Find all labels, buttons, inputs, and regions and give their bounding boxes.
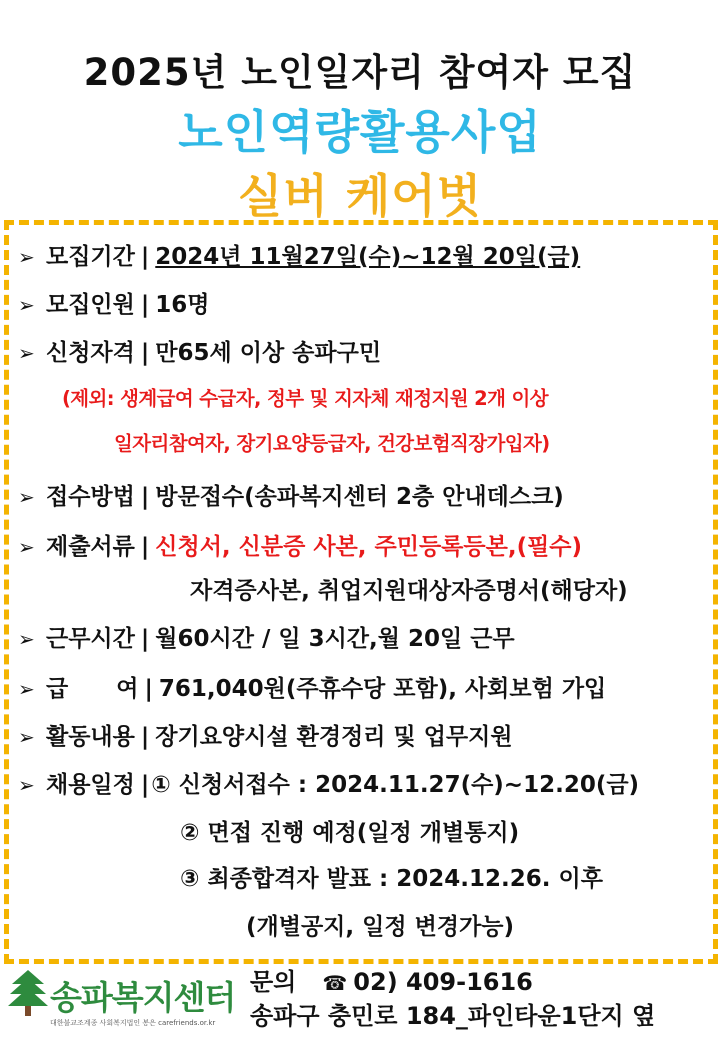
phone-icon: ☎ [322,971,348,995]
row-period: ➢ 모집기간 | 2024년 11월27일(수)~12월 20일(금) [18,238,580,271]
arrow-bullet-icon: ➢ [18,245,35,269]
row-headcount: ➢ 모집인원 | 16명 [18,286,210,319]
address: 송파구 충민로 184_파인타운1단지 옆 [250,1002,656,1030]
arrow-bullet-icon: ➢ [18,485,35,509]
row-value: 장기요양시설 환경정리 및 업무지원 [155,724,513,750]
row-value: 방문접수(송파복지센터 2층 안내데스크) [155,484,564,510]
contact-label: 문의 [250,968,297,996]
program-subtitle: 실버 케어벗 [237,169,483,223]
required-documents: 신청서, 신분증 사본, 주민등록등본,(필수) [155,534,583,560]
arrow-bullet-icon: ➢ [18,341,35,365]
row-pay: ➢ 급 여 | 761,040원(주휴수당 포함), 사회보험 가입 [18,670,606,703]
schedule-step-2: ② 면접 진행 예정(일정 개별통지) [180,820,520,846]
schedule-note: (개별공지, 일정 변경가능) [246,914,514,940]
schedule-step-1: ① 신청서접수 : 2024.11.27(수)~12.20(금) [151,772,640,798]
row-value: 761,040원(주휴수당 포함), 사회보험 가입 [158,676,607,702]
org-name: 송파복지센터 [50,978,236,1017]
org-logo [8,966,240,1030]
row-documents: ➢ 제출서류 | 신청서, 신분증 사본, 주민등록등본,(필수) [18,528,582,561]
row-label: 모집인원 [46,292,135,318]
eligibility-exclusion-note-cont: 일자리참여자, 장기요양등급자, 건강보험직장가입자) [114,432,550,455]
row-value: 만65세 이상 송파구민 [155,340,382,366]
row-label: 활동내용 [46,724,135,750]
row-label: 채용일정 [46,772,135,798]
arrow-bullet-icon: ➢ [18,725,35,749]
page-title: 2025년 노인일자리 참여자 모집 [83,51,637,94]
contact-line [250,962,533,997]
phone-number: 02) 409-1616 [353,968,533,996]
arrow-bullet-icon: ➢ [18,535,35,559]
arrow-bullet-icon: ➢ [18,627,35,651]
schedule-step-3: ③ 최종합격자 발표 : 2024.12.26. 이후 [180,866,603,892]
row-label: 제출서류 [46,534,135,560]
row-eligibility: ➢ 신청자격 | 만65세 이상 송파구민 [18,334,381,367]
org-subtitle: 대한불교조계종 사회복지법인 봉은 carefriends.or.kr [50,1019,216,1027]
row-label: 급 여 [46,676,139,702]
footer [0,958,720,1040]
row-label: 접수방법 [46,484,135,510]
row-activity: ➢ 활동내용 | 장기요양시설 환경정리 및 업무지원 [18,718,513,751]
row-schedule: ➢ 채용일정 |① 신청서접수 : 2024.11.27(수)~12.20(금) [18,766,639,799]
row-label: 모집기간 [46,244,135,270]
row-method: ➢ 접수방법 | 방문접수(송파복지센터 2층 안내데스크) [18,478,564,511]
optional-documents: 자격증사본, 취업지원대상자증명서(해당자) [190,578,628,604]
row-value: 2024년 11월27일(수)~12월 20일(금) [155,244,581,270]
arrow-bullet-icon: ➢ [18,293,35,317]
arrow-bullet-icon: ➢ [18,773,35,797]
program-name: 노인역량활용사업 [178,105,542,159]
tree-logo-icon [8,968,48,1018]
arrow-bullet-icon: ➢ [18,677,35,701]
row-label: 근무시간 [46,626,135,652]
row-value: 월60시간 / 일 3시간,월 20일 근무 [155,626,515,652]
row-hours: ➢ 근무시간 | 월60시간 / 일 3시간,월 20일 근무 [18,620,515,653]
row-label: 신청자격 [46,340,135,366]
row-value: 16명 [155,292,210,318]
eligibility-exclusion-note: (제외: 생계급여 수급자, 정부 및 지자체 재정지원 2개 이상 [62,387,549,410]
